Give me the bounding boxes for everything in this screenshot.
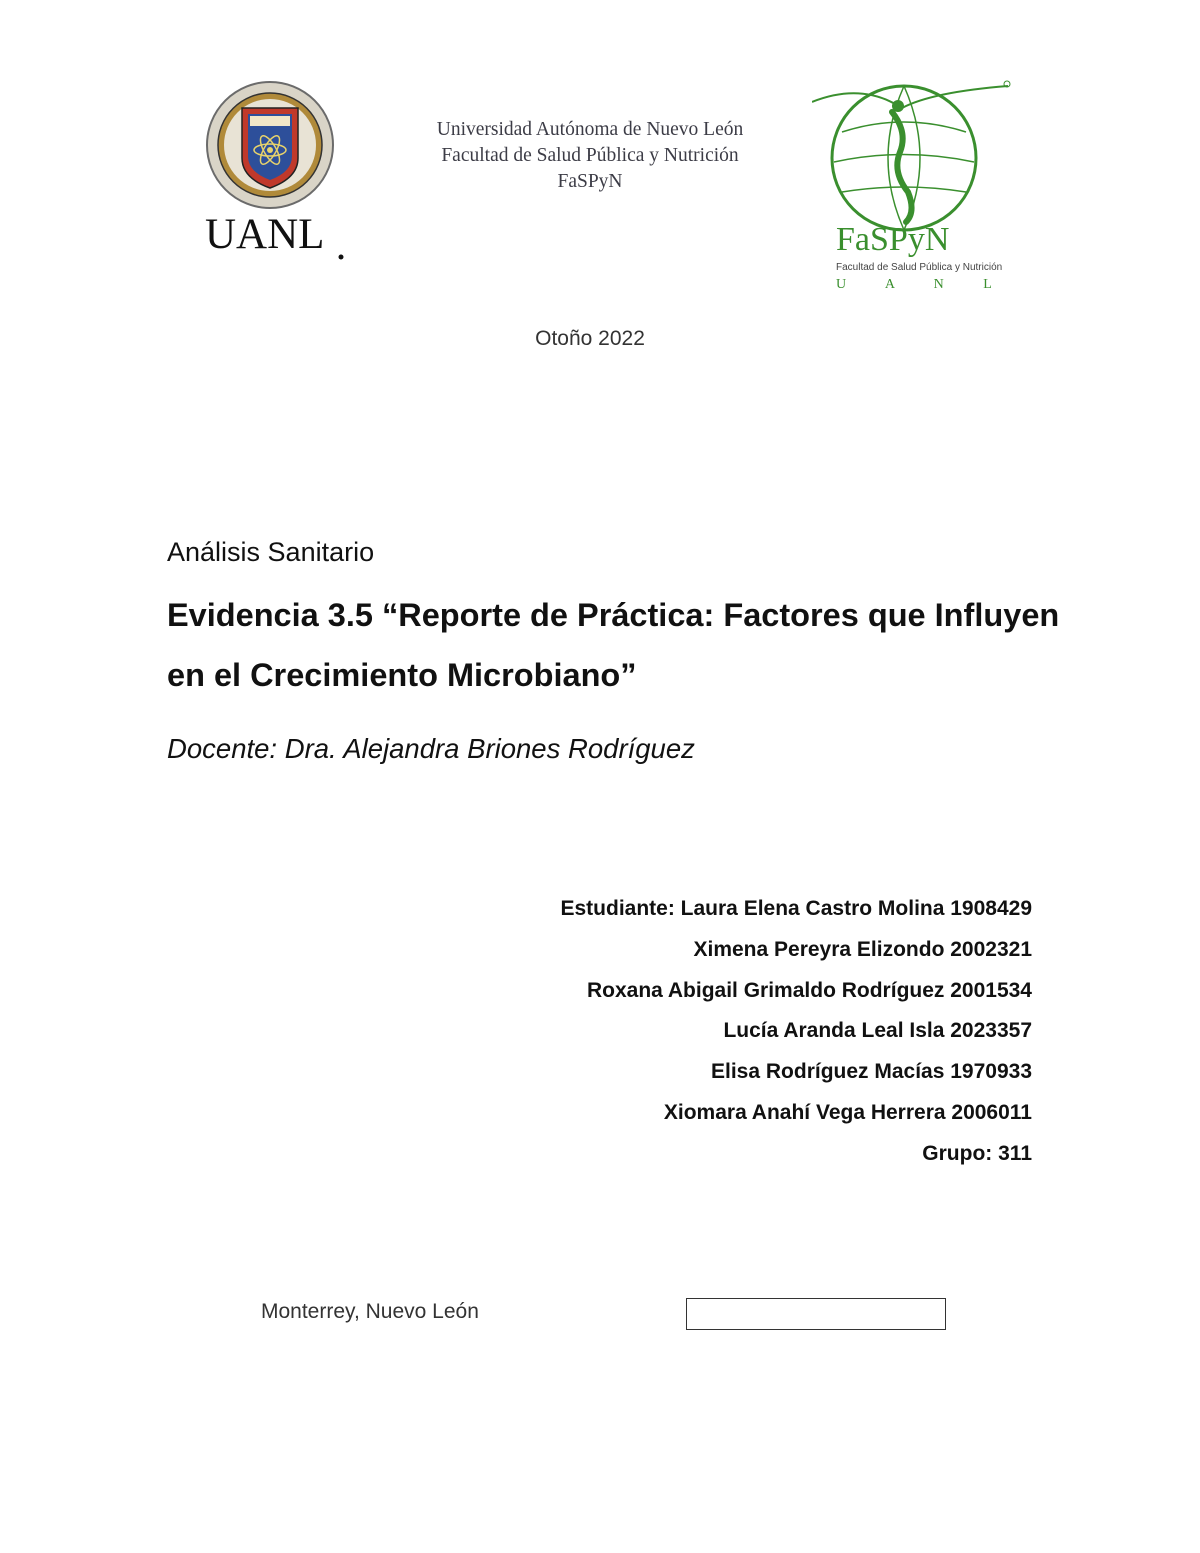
student-line: Roxana Abigail Grimaldo Rodríguez 2001534 — [586, 978, 1032, 1002]
city: Monterrey, Nuevo León — [261, 1300, 479, 1323]
faspyn-logo — [812, 72, 1016, 290]
faspyn-wordmark: FaSPyN — [836, 221, 950, 258]
uanl-wordmark: UANL — [205, 211, 325, 258]
student-line: Xiomara Anahí Vega Herrera 2006011 — [663, 1100, 1032, 1124]
teacher: Docente: Dra. Alejandra Briones Rodríguez — [167, 733, 695, 764]
term: Otoño 2022 — [535, 327, 645, 350]
student-line: Lucía Aranda Leal Isla 2023357 — [723, 1019, 1032, 1043]
faspyn-logo-uanl: U A N L — [836, 277, 1010, 290]
faculty-acronym: FaSPyN — [557, 171, 623, 192]
date-field[interactable] — [686, 1298, 946, 1330]
document-title: Evidencia 3.5 “Reporte de Práctica: Factores que Influyen en el Crecimiento Microbiano” — [167, 597, 1060, 693]
student-line: Elisa Rodríguez Macías 1970933 — [711, 1060, 1032, 1084]
course-name: Análisis Sanitario — [167, 537, 375, 567]
student-line: Ximena Pereyra Elizondo 2002321 — [693, 937, 1032, 961]
university-header — [380, 117, 800, 195]
faculty-name: Facultad de Salud Pública y Nutrición — [441, 145, 739, 166]
faspyn-logo-subtitle: Facultad de Salud Pública y Nutrición — [836, 262, 1003, 273]
student-line: Estudiante: Laura Elena Castro Molina 1908429 — [560, 897, 1032, 920]
group-label: Grupo: 311 — [922, 1141, 1032, 1165]
students-list — [561, 893, 1033, 1179]
uanl-logo — [200, 80, 350, 265]
university-name: Universidad Autónoma de Nuevo León — [436, 119, 744, 140]
